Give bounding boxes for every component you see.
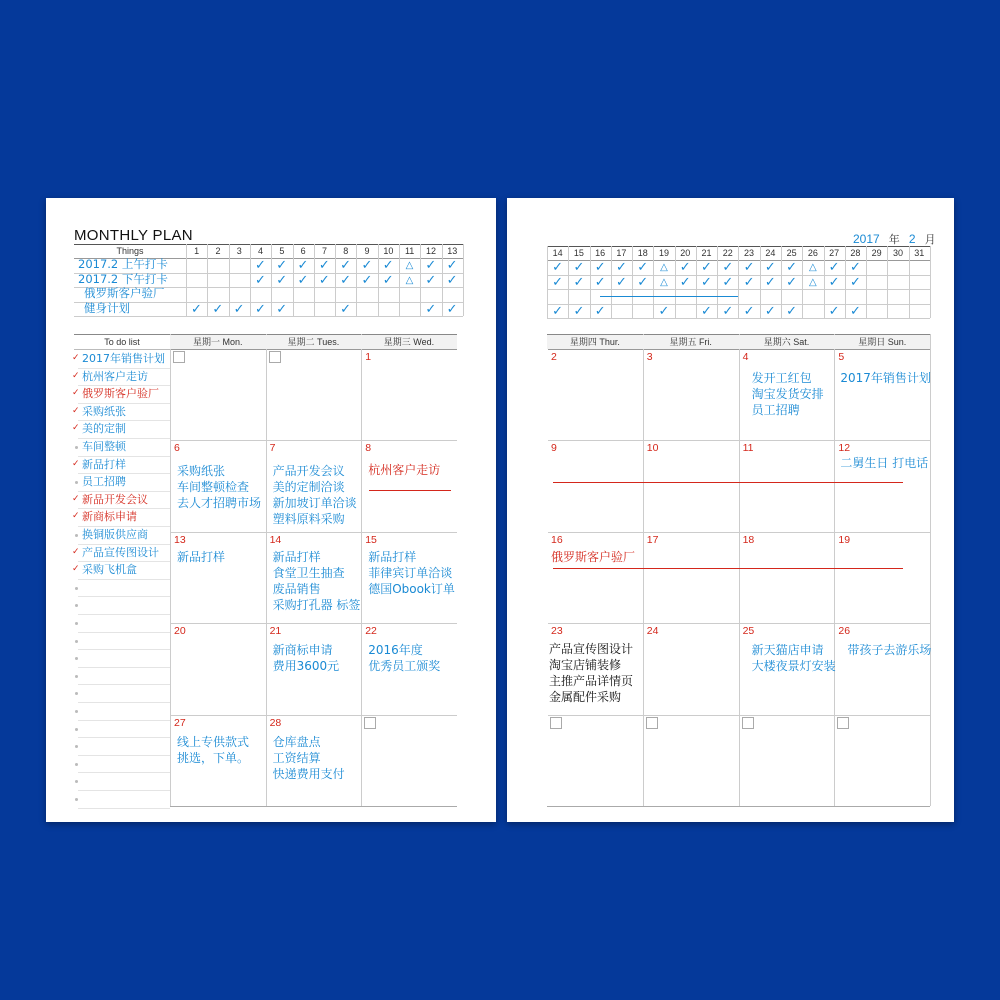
checkmark-icon[interactable]: ✓ bbox=[637, 260, 649, 275]
day-number: 21 bbox=[269, 625, 282, 638]
calendar-entry: 新品打样 bbox=[368, 549, 417, 564]
calendar-entry: 仓库盘点 bbox=[272, 734, 321, 749]
month-label: 月 bbox=[924, 234, 936, 246]
tracker-day-number: 1 bbox=[194, 246, 200, 256]
day-number: 1 bbox=[365, 351, 372, 363]
checkmark-icon[interactable]: ✓ bbox=[446, 258, 458, 273]
checkmark-icon[interactable]: ✓ bbox=[361, 258, 373, 273]
todo-bullet-icon bbox=[75, 604, 78, 607]
checkmark-icon[interactable]: ✓ bbox=[615, 260, 627, 275]
todo-item[interactable]: 采购飞机盒 bbox=[82, 563, 137, 577]
calendar-entry: 产品宣传图设计 bbox=[549, 642, 634, 657]
weekday-header: 星期一 Mon. bbox=[193, 337, 243, 347]
todo-row-rule bbox=[78, 790, 170, 791]
checkmark-icon[interactable]: ✓ bbox=[722, 274, 734, 290]
tracker-day-number: 24 bbox=[765, 248, 776, 258]
tracker-day-number: 9 bbox=[364, 246, 370, 256]
todo-bullet-icon bbox=[75, 622, 78, 625]
checkmark-icon[interactable]: ✓ bbox=[828, 260, 840, 275]
day-number: 16 bbox=[551, 533, 563, 546]
triangle-mark-icon[interactable]: △ bbox=[660, 276, 668, 288]
calendar-entry: 菲律宾订单洽谈 bbox=[368, 565, 453, 580]
cal-row-rule bbox=[547, 806, 930, 807]
checkmark-icon[interactable]: ✓ bbox=[764, 274, 776, 290]
day-number: 25 bbox=[742, 625, 755, 638]
checkmark-icon[interactable]: ✓ bbox=[297, 258, 309, 273]
day-number: 10 bbox=[646, 442, 659, 455]
day-number: 19 bbox=[838, 533, 851, 546]
calendar-entry: 采购纸张 bbox=[177, 464, 226, 479]
todo-row-rule bbox=[78, 579, 170, 580]
calendar-entry: 新品打样 bbox=[177, 549, 226, 564]
right-habit-tracker bbox=[547, 246, 930, 326]
triangle-mark-icon[interactable]: △ bbox=[809, 276, 817, 288]
event-span-line bbox=[553, 482, 903, 483]
calendar-entry: 2016年度 bbox=[368, 643, 423, 658]
checkmark-icon[interactable]: ✓ bbox=[276, 258, 288, 273]
calendar-entry: 产品开发会议 bbox=[272, 464, 345, 479]
checkmark-icon[interactable]: ✓ bbox=[254, 258, 266, 273]
calendar-entry: 大楼夜景灯安装 bbox=[751, 659, 836, 674]
calendar-day-cell[interactable] bbox=[643, 440, 739, 531]
todo-check-icon[interactable]: ✓ bbox=[72, 546, 80, 557]
event-span-line bbox=[553, 568, 903, 569]
checkmark-icon[interactable]: ✓ bbox=[786, 303, 798, 319]
tracker-day-number: 13 bbox=[447, 246, 458, 256]
checkmark-icon[interactable]: ✓ bbox=[254, 272, 266, 288]
day-number: 22 bbox=[365, 625, 377, 638]
calendar-entry: 俄罗斯客户验厂 bbox=[551, 549, 636, 564]
checkmark-icon[interactable]: ✓ bbox=[425, 258, 437, 273]
triangle-mark-icon[interactable]: △ bbox=[809, 262, 817, 273]
day-number: 6 bbox=[174, 442, 180, 455]
todo-check-icon[interactable]: ✓ bbox=[72, 511, 80, 522]
checkmark-icon[interactable]: ✓ bbox=[340, 301, 352, 317]
checkmark-icon[interactable]: ✓ bbox=[828, 274, 840, 290]
calendar-day-cell[interactable] bbox=[361, 440, 457, 531]
day-number: 15 bbox=[365, 533, 377, 546]
calendar-day-cell[interactable] bbox=[834, 349, 930, 440]
tracker-day-number: 7 bbox=[321, 246, 327, 256]
tracker-day-number: 14 bbox=[552, 248, 563, 258]
checkmark-icon[interactable]: ✓ bbox=[764, 303, 776, 319]
tracker-day-number: 2 bbox=[215, 246, 221, 256]
checkmark-icon[interactable]: ✓ bbox=[786, 260, 798, 275]
checkmark-icon[interactable]: ✓ bbox=[552, 303, 564, 319]
todo-check-icon[interactable]: ✓ bbox=[72, 564, 80, 575]
todo-check-icon[interactable]: ✓ bbox=[72, 388, 80, 399]
checkmark-icon[interactable]: ✓ bbox=[828, 303, 840, 319]
calendar-entry: 主推产品详情页 bbox=[549, 674, 634, 689]
calendar-day-cell[interactable] bbox=[643, 532, 739, 623]
checkmark-icon[interactable]: ✓ bbox=[786, 274, 798, 290]
habit-progress-line bbox=[600, 296, 738, 297]
tracker-day-number: 22 bbox=[722, 248, 733, 258]
calendar-day-cell[interactable] bbox=[547, 349, 643, 440]
checkmark-icon[interactable]: ✓ bbox=[276, 272, 288, 288]
calendar-entry: 带孩子去游乐场 bbox=[847, 643, 932, 658]
checkmark-icon[interactable]: ✓ bbox=[382, 272, 394, 288]
checkmark-icon[interactable]: ✓ bbox=[361, 272, 373, 288]
checkmark-icon[interactable]: ✓ bbox=[743, 274, 755, 290]
day-number-box bbox=[269, 351, 281, 363]
calendar-entry: 新加坡订单洽谈 bbox=[272, 496, 357, 511]
calendar-day-cell[interactable] bbox=[361, 623, 457, 714]
checkmark-icon[interactable]: ✓ bbox=[425, 301, 437, 317]
todo-list bbox=[74, 334, 170, 805]
calendar-entry: 快递费用支付 bbox=[272, 766, 345, 781]
weekday-header: 星期日 Sun. bbox=[858, 337, 907, 347]
todo-bullet-icon bbox=[75, 710, 78, 713]
day-number: 28 bbox=[269, 716, 282, 729]
triangle-mark-icon[interactable]: △ bbox=[660, 262, 668, 273]
tracker-day-number: 23 bbox=[744, 248, 755, 258]
triangle-mark-icon[interactable]: △ bbox=[405, 260, 414, 271]
checkmark-icon[interactable]: ✓ bbox=[318, 272, 330, 288]
todo-item[interactable]: 员工招聘 bbox=[82, 475, 126, 489]
day-number: 14 bbox=[269, 533, 282, 546]
todo-bullet-icon bbox=[75, 745, 78, 748]
tracker-day-number: 12 bbox=[425, 246, 436, 256]
calendar-day-cell[interactable] bbox=[547, 440, 643, 531]
todo-item[interactable]: 采购纸张 bbox=[82, 404, 126, 418]
day-number: 11 bbox=[742, 442, 754, 455]
calendar-day-cell[interactable] bbox=[643, 715, 739, 806]
checkmark-icon[interactable]: ✓ bbox=[701, 260, 712, 275]
calendar-entry: 费用3600元 bbox=[272, 659, 340, 674]
calendar-day-cell[interactable] bbox=[266, 349, 362, 440]
todo-check-icon[interactable]: ✓ bbox=[72, 353, 80, 363]
todo-item[interactable]: 新品开发会议 bbox=[82, 492, 148, 506]
todo-item[interactable]: 俄罗斯客户验厂 bbox=[82, 387, 159, 401]
calendar-entry: 美的定制洽谈 bbox=[272, 480, 345, 495]
todo-bullet-icon bbox=[75, 675, 78, 678]
checkmark-icon[interactable]: ✓ bbox=[340, 258, 352, 273]
checkmark-icon[interactable]: ✓ bbox=[722, 303, 734, 319]
calendar-entry: 食堂卫生抽查 bbox=[272, 565, 345, 580]
todo-bullet-icon bbox=[75, 640, 78, 643]
todo-item[interactable]: 美的定制 bbox=[82, 422, 126, 436]
calendar-day-cell[interactable] bbox=[170, 532, 266, 623]
todo-bullet-icon bbox=[75, 763, 78, 766]
tracker-day-number: 29 bbox=[871, 248, 882, 258]
right-calendar-grid bbox=[547, 334, 930, 806]
tracker-day-number: 31 bbox=[914, 248, 925, 258]
calendar-day-cell[interactable] bbox=[739, 349, 835, 440]
tracker-day-number: 4 bbox=[258, 246, 264, 256]
todo-item[interactable]: 车间整顿 bbox=[82, 440, 126, 453]
todo-row-rule bbox=[78, 596, 170, 597]
left-calendar-grid bbox=[170, 334, 457, 806]
todo-row-rule bbox=[78, 755, 170, 756]
checkmark-icon[interactable]: ✓ bbox=[743, 260, 755, 275]
calendar-day-cell[interactable] bbox=[547, 532, 643, 623]
calendar-day-cell[interactable] bbox=[834, 532, 930, 623]
calendar-day-cell[interactable] bbox=[170, 623, 266, 714]
checkmark-icon[interactable]: ✓ bbox=[573, 260, 585, 275]
todo-bullet-icon bbox=[75, 692, 78, 695]
calendar-day-cell[interactable] bbox=[547, 623, 643, 714]
checkmark-icon[interactable]: ✓ bbox=[552, 260, 564, 275]
tracker-day-number: 25 bbox=[786, 248, 797, 258]
calendar-entry: 废品销售 bbox=[272, 581, 321, 596]
checkmark-icon[interactable]: ✓ bbox=[722, 260, 734, 275]
calendar-day-cell[interactable] bbox=[739, 532, 835, 623]
todo-check-icon[interactable]: ✓ bbox=[72, 370, 80, 381]
checkmark-icon[interactable]: ✓ bbox=[382, 258, 394, 273]
calendar-entry: 线上专供款式 bbox=[177, 734, 250, 749]
calendar-day-cell[interactable] bbox=[834, 623, 930, 714]
day-number: 18 bbox=[742, 533, 755, 546]
habit-label: 俄罗斯客户验厂 bbox=[84, 286, 165, 300]
todo-bullet-icon bbox=[75, 481, 78, 484]
calendar-day-cell[interactable] bbox=[170, 715, 266, 806]
habit-label: 2017.2 上午打卡 bbox=[78, 257, 168, 271]
checkmark-icon[interactable]: ✓ bbox=[679, 274, 691, 290]
checkmark-icon[interactable]: ✓ bbox=[764, 260, 776, 275]
weekday-header: 星期二 Tues. bbox=[287, 337, 340, 347]
calendar-day-cell[interactable] bbox=[266, 623, 362, 714]
calendar-entry: 发开工红包 bbox=[751, 371, 812, 385]
todo-check-icon[interactable]: ✓ bbox=[72, 405, 80, 416]
calendar-entry: 二舅生日 打电话 bbox=[840, 456, 929, 471]
checkmark-icon[interactable]: ✓ bbox=[701, 274, 712, 290]
checkmark-icon[interactable]: ✓ bbox=[594, 274, 606, 290]
todo-item[interactable]: 产品宣传图设计 bbox=[82, 545, 159, 559]
todo-bullet-icon bbox=[75, 728, 78, 731]
todo-item[interactable]: 换铜版供应商 bbox=[82, 528, 148, 541]
calendar-day-cell[interactable] bbox=[739, 440, 835, 531]
todo-row-rule bbox=[78, 737, 170, 738]
calendar-entry: 淘宝发货安排 bbox=[751, 387, 824, 401]
todo-row-rule bbox=[78, 632, 170, 633]
todo-check-icon[interactable]: ✓ bbox=[72, 458, 80, 469]
day-number: 3 bbox=[646, 351, 653, 363]
day-number-box bbox=[646, 717, 658, 729]
day-number: 2 bbox=[551, 351, 557, 363]
weekday-header: 星期三 Wed. bbox=[383, 337, 435, 347]
calendar-day-cell[interactable] bbox=[547, 715, 643, 806]
day-number: 13 bbox=[174, 533, 186, 546]
calendar-entry: 杭州客户走访 bbox=[368, 463, 441, 478]
calendar-entry: 新商标申请 bbox=[272, 643, 333, 658]
left-habit-tracker bbox=[74, 244, 457, 324]
cal-col-rule bbox=[930, 334, 931, 806]
triangle-mark-icon[interactable]: △ bbox=[405, 274, 414, 286]
todo-row-rule bbox=[78, 808, 170, 809]
day-number-box bbox=[742, 717, 754, 729]
checkmark-icon[interactable]: ✓ bbox=[340, 272, 352, 288]
day-number: 27 bbox=[174, 716, 186, 729]
calendar-entry: 淘宝店铺装修 bbox=[549, 658, 622, 673]
tracker-day-number: 21 bbox=[701, 248, 712, 258]
cal-col-rule bbox=[457, 349, 458, 806]
todo-item[interactable]: 新品打样 bbox=[82, 457, 126, 471]
checkmark-icon[interactable]: ✓ bbox=[679, 260, 691, 275]
calendar-entry: 新天猫店申请 bbox=[751, 643, 824, 658]
calendar-entry: 优秀员工颁奖 bbox=[368, 659, 441, 674]
calendar-entry: 员工招聘 bbox=[751, 403, 800, 417]
todo-header: To do list bbox=[104, 337, 140, 347]
calendar-entry: 塑料原料采购 bbox=[272, 512, 345, 527]
calendar-day-cell[interactable] bbox=[739, 715, 835, 806]
day-number: 5 bbox=[838, 351, 845, 363]
day-number: 4 bbox=[742, 351, 749, 363]
year-month-heading bbox=[853, 231, 936, 247]
tracker-day-number: 6 bbox=[300, 246, 306, 256]
checkmark-icon[interactable]: ✓ bbox=[425, 272, 437, 288]
calendar-entry: 工资结算 bbox=[272, 750, 321, 765]
weekday-header: 星期六 Sat. bbox=[763, 337, 810, 347]
year-value: 2017 bbox=[853, 232, 880, 246]
tracker-day-number: 10 bbox=[383, 246, 394, 256]
tracker-row-rule bbox=[74, 316, 463, 317]
right-planner-page bbox=[507, 198, 954, 822]
tracker-day-number: 20 bbox=[680, 248, 691, 258]
calendar-entry: 德国Obook订单 bbox=[368, 581, 455, 596]
todo-bullet-icon bbox=[75, 798, 78, 801]
day-number: 12 bbox=[838, 442, 851, 455]
calendar-day-cell[interactable] bbox=[643, 623, 739, 714]
todo-row-rule bbox=[78, 667, 170, 668]
day-number-box bbox=[837, 717, 849, 729]
day-number: 9 bbox=[551, 442, 557, 455]
calendar-entry: 挑选，下单。 bbox=[177, 750, 250, 765]
checkmark-icon[interactable]: ✓ bbox=[594, 303, 606, 319]
things-label: Things bbox=[116, 246, 144, 256]
day-number: 24 bbox=[646, 625, 659, 638]
tracker-day-number: 5 bbox=[279, 246, 285, 256]
calendar-day-cell[interactable] bbox=[739, 623, 835, 714]
checkmark-icon[interactable]: ✓ bbox=[615, 274, 627, 290]
tracker-day-number: 30 bbox=[892, 248, 903, 258]
calendar-day-cell[interactable] bbox=[643, 349, 739, 440]
tracker-day-number: 27 bbox=[829, 248, 840, 258]
habit-label: 健身计划 bbox=[84, 300, 130, 315]
tracker-col-rule bbox=[463, 244, 464, 316]
checkmark-icon[interactable]: ✓ bbox=[552, 274, 564, 290]
cal-row-rule bbox=[170, 806, 457, 807]
tracker-day-number: 18 bbox=[637, 248, 648, 258]
calendar-day-cell[interactable] bbox=[266, 532, 362, 623]
checkmark-icon[interactable]: ✓ bbox=[297, 272, 309, 288]
todo-row-rule bbox=[78, 720, 170, 721]
calendar-entry: 去人才招聘市场 bbox=[177, 496, 262, 511]
left-planner-page bbox=[46, 198, 496, 822]
checkmark-icon[interactable]: ✓ bbox=[318, 258, 330, 273]
day-number: 23 bbox=[551, 625, 563, 638]
checkmark-icon[interactable]: ✓ bbox=[191, 301, 202, 317]
calendar-entry: 金属配件采购 bbox=[549, 690, 622, 705]
todo-item[interactable]: 2017年销售计划 bbox=[82, 352, 165, 365]
calendar-day-cell[interactable] bbox=[266, 715, 362, 806]
todo-bullet-icon bbox=[75, 534, 78, 537]
checkmark-icon[interactable]: ✓ bbox=[573, 303, 585, 319]
todo-item[interactable]: 新商标申请 bbox=[82, 510, 137, 524]
checkmark-icon[interactable]: ✓ bbox=[446, 272, 458, 288]
checkmark-icon[interactable]: ✓ bbox=[658, 303, 670, 319]
todo-bullet-icon bbox=[75, 780, 78, 783]
calendar-day-cell[interactable] bbox=[170, 349, 266, 440]
checkmark-icon[interactable]: ✓ bbox=[849, 274, 861, 290]
todo-row-rule bbox=[78, 649, 170, 650]
todo-row-rule bbox=[78, 614, 170, 615]
calendar-entry: 2017年销售计划 bbox=[840, 371, 931, 385]
todo-row-rule bbox=[78, 772, 170, 773]
checkmark-icon[interactable]: ✓ bbox=[743, 303, 755, 319]
monthly-plan-title: MONTHLY PLAN bbox=[74, 227, 193, 244]
tracker-day-number: 17 bbox=[616, 248, 627, 258]
calendar-entry: 新品打样 bbox=[272, 549, 321, 564]
calendar-entry: 车间整顿检查 bbox=[177, 480, 250, 495]
tracker-day-number: 19 bbox=[658, 248, 669, 258]
todo-check-icon[interactable]: ✓ bbox=[72, 493, 80, 504]
day-number-box bbox=[364, 717, 376, 729]
weekday-header: 星期四 Thur. bbox=[569, 337, 620, 347]
calendar-day-cell[interactable] bbox=[834, 715, 930, 806]
todo-bullet-icon bbox=[75, 446, 78, 449]
tracker-day-number: 3 bbox=[236, 246, 242, 256]
todo-bullet-icon bbox=[75, 657, 78, 660]
checkmark-icon[interactable]: ✓ bbox=[849, 303, 861, 319]
checkmark-icon[interactable]: ✓ bbox=[276, 301, 288, 317]
month-value: 2 bbox=[908, 232, 916, 246]
calendar-day-cell[interactable] bbox=[361, 532, 457, 623]
todo-check-icon[interactable]: ✓ bbox=[72, 423, 80, 434]
calendar-day-cell[interactable] bbox=[834, 440, 930, 531]
tracker-day-number: 15 bbox=[573, 248, 584, 258]
day-number: 17 bbox=[646, 533, 659, 546]
day-number: 7 bbox=[269, 442, 276, 455]
todo-item[interactable]: 杭州客户走访 bbox=[82, 369, 148, 383]
tracker-col-rule bbox=[930, 246, 931, 318]
calendar-day-cell[interactable] bbox=[266, 440, 362, 531]
calendar-day-cell[interactable] bbox=[361, 715, 457, 806]
event-span-line bbox=[369, 490, 451, 491]
calendar-day-cell[interactable] bbox=[361, 349, 457, 440]
weekday-header: 星期五 Fri. bbox=[669, 337, 712, 347]
habit-label: 2017.2 下午打卡 bbox=[78, 271, 168, 286]
tracker-day-number: 16 bbox=[595, 248, 606, 258]
checkmark-icon[interactable]: ✓ bbox=[254, 301, 266, 317]
todo-row-rule bbox=[78, 702, 170, 703]
day-number: 20 bbox=[174, 625, 186, 638]
checkmark-icon[interactable]: ✓ bbox=[594, 260, 606, 275]
todo-bullet-icon bbox=[75, 587, 78, 590]
checkmark-icon[interactable]: ✓ bbox=[637, 274, 649, 290]
checkmark-icon[interactable]: ✓ bbox=[233, 301, 245, 317]
checkmark-icon[interactable]: ✓ bbox=[446, 301, 458, 317]
tracker-day-number: 26 bbox=[807, 248, 818, 258]
day-number: 26 bbox=[838, 625, 851, 638]
day-number: 8 bbox=[365, 442, 372, 455]
calendar-day-cell[interactable] bbox=[170, 440, 266, 531]
tracker-day-number: 8 bbox=[343, 246, 349, 256]
tracker-day-number: 11 bbox=[404, 246, 415, 256]
day-number-box bbox=[550, 717, 562, 729]
checkmark-icon[interactable]: ✓ bbox=[849, 260, 861, 275]
tracker-day-number: 28 bbox=[850, 248, 861, 258]
calendar-entry: 采购打孔器 标签 bbox=[272, 597, 361, 612]
checkmark-icon[interactable]: ✓ bbox=[212, 301, 224, 317]
year-label: 年 bbox=[888, 234, 900, 246]
checkmark-icon[interactable]: ✓ bbox=[701, 303, 712, 319]
checkmark-icon[interactable]: ✓ bbox=[573, 274, 585, 290]
todo-row-rule bbox=[78, 684, 170, 685]
day-number-box bbox=[173, 351, 185, 363]
